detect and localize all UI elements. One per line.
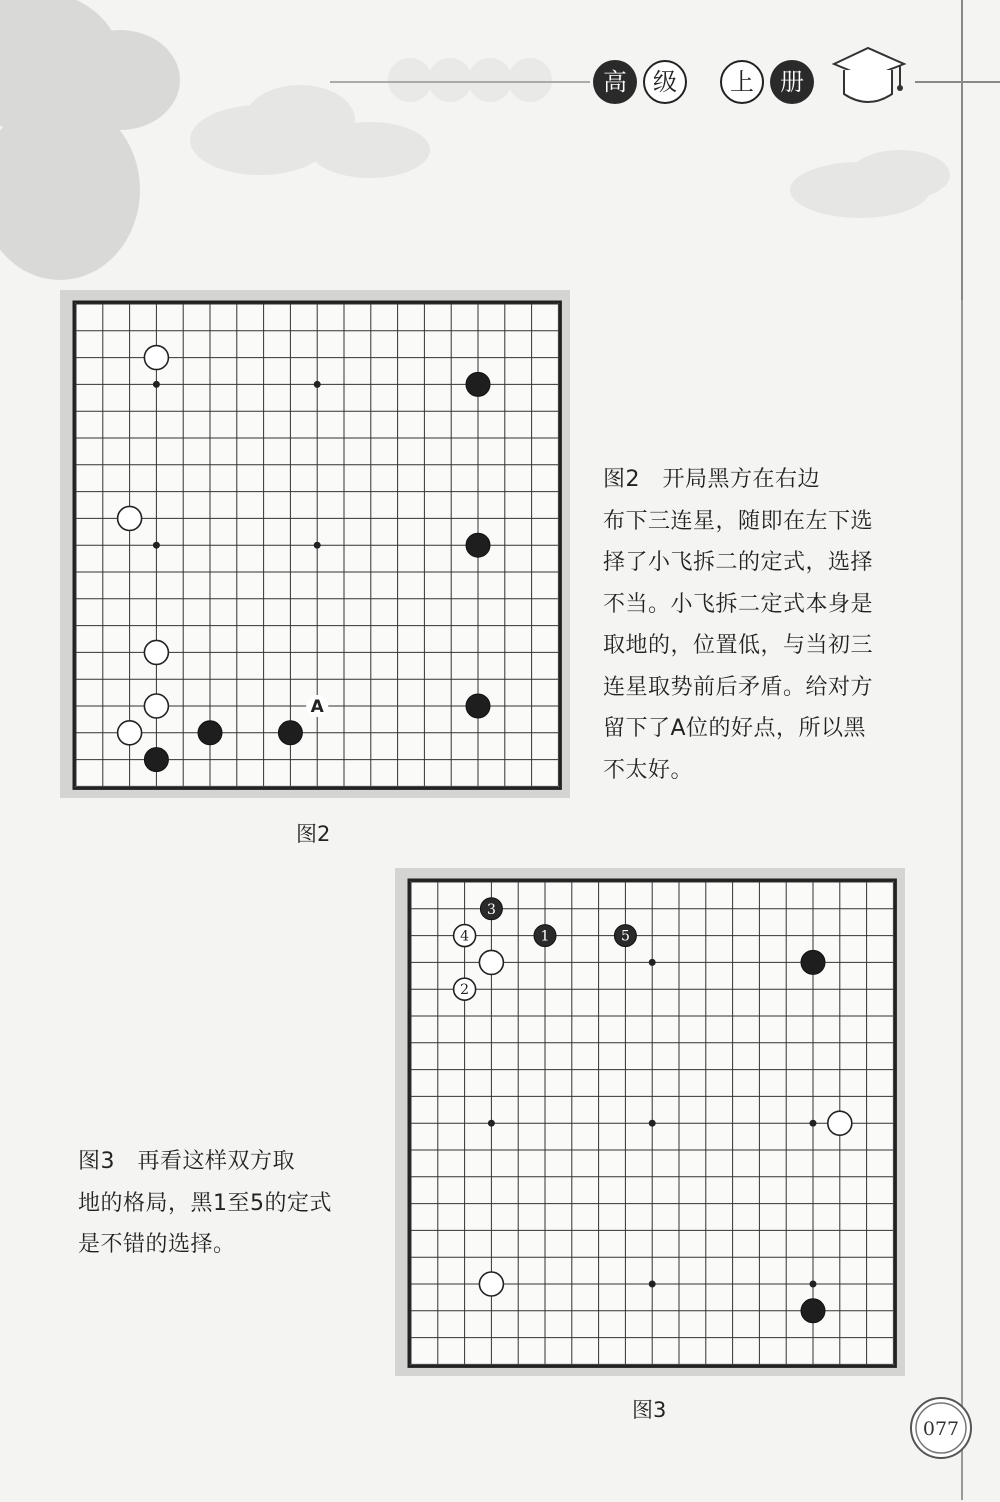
white-stone (118, 506, 142, 530)
board3-hoshi (649, 1120, 656, 1127)
header-badge-grade: 级 (643, 60, 687, 104)
black-stone (466, 694, 490, 718)
page-number: 077 (922, 1418, 960, 1440)
figure3-caption-line: 图3 再看这样双方取 (78, 1149, 295, 1174)
figure-3-label: 图3 (632, 1398, 667, 1422)
white-stone (144, 346, 168, 370)
board2-hoshi (153, 542, 160, 549)
black-stone-numbered (480, 898, 502, 920)
figure2-caption-line: 不当。小飞拆二定式本身是 (603, 591, 874, 617)
header-badge-book: 册 (770, 60, 814, 104)
figure2-caption-line: 连星取势前后矛盾。给对方 (603, 674, 874, 700)
board3-hoshi (810, 1120, 817, 1127)
white-stone (144, 640, 168, 664)
page-edge-line (960, 300, 964, 1500)
figure2-caption-line: 留下了A位的好点，所以黑 (603, 716, 867, 741)
black-stone (144, 748, 168, 772)
figure-2-caption (603, 459, 933, 791)
stone-number: 4 (460, 928, 470, 945)
graduation-cap-icon (828, 42, 908, 112)
board-mark (306, 695, 328, 717)
black-stone-numbered (614, 925, 636, 947)
board3-hoshi (649, 959, 656, 966)
board2-hoshi (314, 542, 321, 549)
header-badge-level: 高 (593, 60, 637, 104)
stone-number: 1 (540, 928, 550, 945)
white-stone (118, 721, 142, 745)
white-stone (144, 694, 168, 718)
white-stone (828, 1111, 852, 1135)
header-badge-volume: 上 (720, 60, 764, 104)
figure3-caption-line: 是不错的选择。 (78, 1232, 236, 1257)
white-stone-numbered (454, 925, 476, 947)
figure2-caption-line: 布下三连星，随即在左下选 (603, 508, 874, 534)
black-stone (278, 721, 302, 745)
go-board-figure-2 (60, 290, 570, 798)
black-stone (466, 533, 490, 557)
black-stone-numbered (534, 925, 556, 947)
stone-number: 5 (620, 928, 630, 945)
go-board-figure-3 (395, 868, 905, 1376)
stone-number: 2 (460, 982, 470, 999)
black-stone (198, 721, 222, 745)
white-stone-numbered (454, 978, 476, 1000)
figure3-caption-line: 地的格局，黑1至5的定式 (78, 1190, 332, 1216)
figure2-caption-line: 择了小飞拆二的定式，选择 (603, 550, 874, 575)
mark-label: A (310, 697, 324, 717)
board3-hoshi (810, 1281, 817, 1288)
black-stone (466, 372, 490, 396)
figure2-caption-line: 取地的，位置低，与当初三 (603, 633, 874, 658)
white-stone (479, 1272, 503, 1296)
figure-2-label: 图2 (296, 822, 331, 846)
board2-hoshi (314, 381, 321, 388)
figure-3-caption (78, 1141, 388, 1266)
black-stone (801, 950, 825, 974)
stone-number: 3 (486, 901, 496, 918)
black-stone (801, 1299, 825, 1323)
figure2-caption-line: 图2 开局黑方在右边 (603, 467, 820, 492)
white-stone (479, 950, 503, 974)
board3-hoshi (649, 1281, 656, 1288)
board2-hoshi (153, 381, 160, 388)
board3-hoshi (488, 1120, 495, 1127)
figure2-caption-line: 不太好。 (603, 757, 694, 783)
